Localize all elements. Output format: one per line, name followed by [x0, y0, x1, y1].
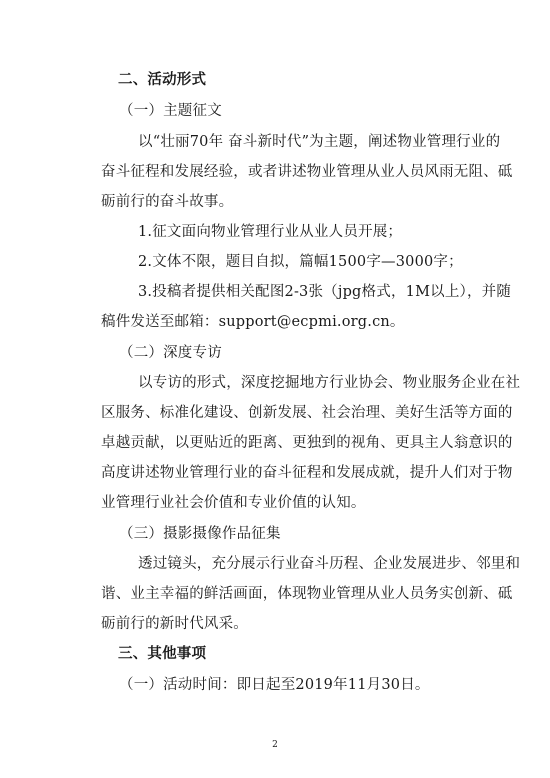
paragraph-line: 卓越贡献，以更贴近的距离、更独到的视角、更具主人翁意识的 [101, 435, 513, 451]
paragraph-line: 区服务、标准化建设、创新发展、社会治理、美好生活等方面的 [101, 405, 513, 421]
list-item: 1.征文面向物业管理行业从业人员开展； [138, 224, 403, 240]
section-heading-other-matters: 三、其他事项 [118, 646, 207, 662]
list-item-continued: 稿件发送至邮箱：support@ecpmi.org.cn。 [101, 314, 405, 330]
list-item: 2.文体不限，题目自拟，篇幅1500字—3000字； [138, 254, 463, 270]
paragraph-line: 高度讲述物业管理行业的奋斗征程和发展成就，提升人们对于物 [101, 465, 513, 481]
page-number: 2 [272, 740, 278, 750]
paragraph-line: 以专访的形式，深度挖掘地方行业协会、物业服务企业在社 [138, 375, 521, 391]
list-item: 3.投稿者提供相关配图2-3张（jpg格式，1M以上），并随 [138, 284, 512, 300]
paragraph-line: 谐、业主幸福的鲜活画面，体现物业管理从业人员务实创新、砥 [101, 586, 513, 602]
subheading-essay: （一）主题征文 [119, 103, 222, 119]
paragraph-line: 业管理行业社会价值和专业价值的认知。 [101, 495, 366, 511]
subheading-photography: （三）摄影摄像作品征集 [119, 526, 281, 542]
subheading-interview: （二）深度专访 [119, 345, 222, 361]
paragraph-line: 奋斗征程和发展经验，或者讲述物业管理从业人员风雨无阻、砥 [101, 164, 513, 180]
paragraph-line: 以“壮丽70年 奋斗新时代”为主题，阐述物业管理行业的 [138, 134, 501, 150]
paragraph-line: 砺前行的奋斗故事。 [101, 194, 234, 210]
activity-time-item: （一）活动时间：即日起至2019年11月30日。 [119, 677, 430, 693]
section-heading-activity-form: 二、活动形式 [118, 72, 207, 88]
paragraph-line: 透过镜头，充分展示行业奋斗历程、企业发展进步、邻里和 [138, 556, 521, 572]
paragraph-line: 砺前行的新时代风采。 [101, 616, 248, 632]
